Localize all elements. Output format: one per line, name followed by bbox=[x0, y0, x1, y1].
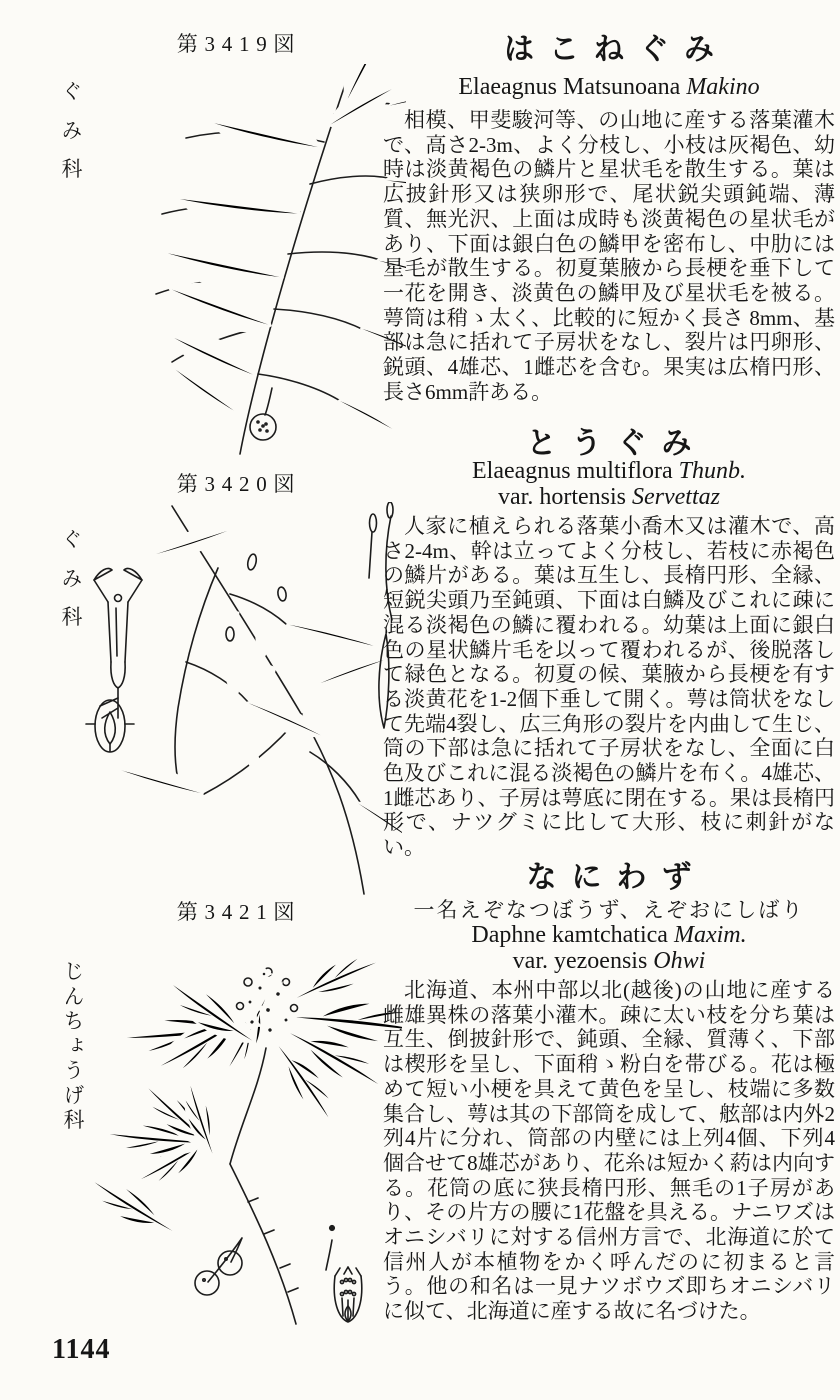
latin-author: Ohwi bbox=[653, 948, 706, 974]
latin-author: Servettaz bbox=[632, 484, 720, 510]
latin-author: Thunb. bbox=[678, 458, 746, 484]
entry-1-body: 相模、甲斐駿河等、の山地に産する落葉灌木で、高さ2-3m、よく分枝し、小枝は灰褐色、幼時は淡黄褐色の鱗片と星状毛を散生する。葉は広披針形又は狭卵形で、尾状鋭尖頭鈍端、薄質、無光沢、上面は成時も淡黄褐色の星状毛があり、下面は銀白色の鱗甲を密布し、中肋には星毛が散生する。初夏葉腋から長梗を垂下して一花を開き、淡黄色の鱗甲及び星状毛を被る。萼筒は稍ゝ太く、比較的に短かく長さ 8mm、基部は急に括れて子房状をなし、裂片は円卵形、鋭頭、4雄芯、1雌芯を含む。果実は広楕円形、長さ6mm許ある。 bbox=[383, 108, 835, 404]
entry-1-title: はこねぐみ bbox=[504, 33, 729, 66]
figure-3419-illustration bbox=[88, 64, 406, 458]
family-label-jinchoge: じんちょうげ科 bbox=[61, 960, 85, 1134]
figure-3420-illustration bbox=[80, 502, 402, 896]
latin-line bbox=[383, 922, 835, 948]
latin-main: var. yezoensis bbox=[512, 948, 654, 974]
family-label-gumi-1: ぐみ科 bbox=[59, 80, 83, 197]
entry-2-latin-name bbox=[383, 458, 835, 510]
figure-3419-caption: 第3419図 bbox=[176, 32, 302, 56]
entry-3-body: 北海道、本州中部以北(越後)の山地に産する雌雄異株の落葉小灌木。疎に太い枝を分ち葉は互生、倒披針形で、鈍頭、全縁、質薄く、下部は楔形を呈し、下面稍ゝ粉白を帯びる。花は極めて短い小梗を具えて黄色を呈し、枝端に多数集合し、萼は其の下部筒を成して、舷部は内外2列4片に分れ、筒部の内壁には上列4個、下列4個合せて8雄芯があり、花糸は短かく葯は内向する。花筒の底に狭長楕円形、無毛の1子房があり、その片方の腰に1花盤を具える。ナニワズはオニシバリに対する信州方言で、北海道に於て信州人が本植物をかく呼んだのに初まると言う。他の和名は一見ナツボウズ即ちオニシバリに似て、北海道に産する故に名づけた。 bbox=[383, 978, 835, 1324]
latin-main: Daphne kamtchatica bbox=[471, 922, 674, 948]
latin-main: Elaeagnus Matsunoana bbox=[458, 74, 687, 100]
family-label-gumi-2: ぐみ科 bbox=[59, 528, 83, 645]
entry-1-latin-name bbox=[383, 74, 835, 100]
entry-3-alias: 一名えぞなつぼうず、えぞおにしばり bbox=[413, 898, 805, 922]
figure-3421-caption: 第3421図 bbox=[176, 900, 302, 924]
figure-3420-caption: 第3420図 bbox=[176, 472, 302, 496]
latin-line bbox=[383, 948, 835, 974]
entry-2-title: とうぐみ bbox=[526, 427, 707, 460]
latin-line bbox=[383, 458, 835, 484]
entry-3-latin-name bbox=[383, 922, 835, 974]
figure-3421-illustration bbox=[80, 930, 402, 1328]
latin-line bbox=[383, 484, 835, 510]
page-number: 1144 bbox=[52, 1334, 111, 1365]
entry-3-title: なにわず bbox=[526, 861, 707, 894]
latin-author: Maxim. bbox=[673, 922, 747, 948]
latin-main: Elaeagnus multiflora bbox=[472, 458, 679, 484]
entry-2-body: 人家に植えられる落葉小喬木又は灌木で、高さ2-4m、幹は立ってよく分枝し、若枝に赤褐色の鱗片がある。葉は互生し、長楕円形、全縁、短鋭尖頭乃至鈍頭、下面は白鱗及びこれに疎に混る淡褐色の鱗に覆われる。幼葉は上面に銀白色の星状鱗片毛を以って覆われるが、後脱落して緑色となる。初夏の候、葉腋から長梗を有する淡黄花を1-2個下垂して開く。萼は筒状をなして先端4裂し、広三角形の裂片を内曲して生じ、筒の下部は急に括れて子房状をなし、全面に白色及びこれに混る淡褐色の鱗片を布く。4雄芯、1雌芯あり、子房は萼底に閉在する。果は長楕円形で、ナツグミに比して大形、枝に刺針がない。 bbox=[383, 514, 835, 860]
latin-author: Makino bbox=[686, 74, 760, 100]
latin-main: var. hortensis bbox=[498, 484, 632, 510]
